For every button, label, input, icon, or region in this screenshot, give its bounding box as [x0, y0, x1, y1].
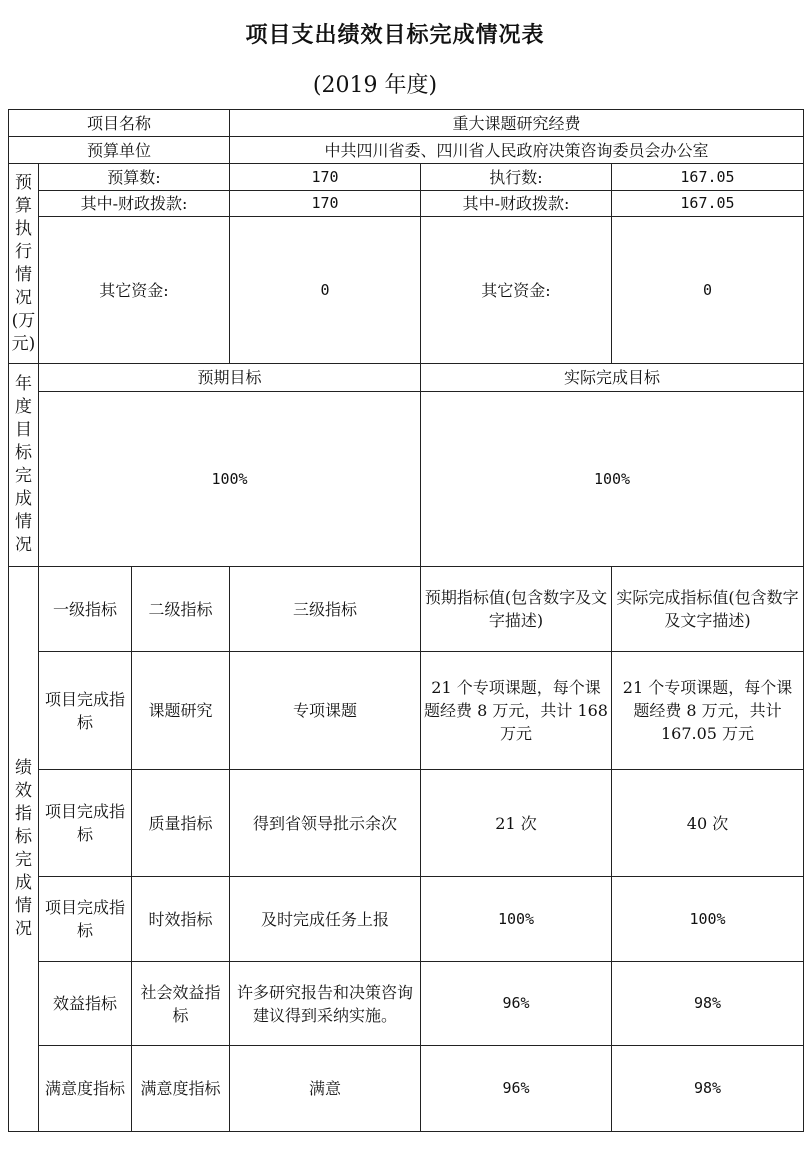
- table-row: [9, 164, 804, 191]
- table-row: [9, 877, 804, 962]
- other-funds-label-budget: 其它资金:: [39, 217, 230, 364]
- table-row: [9, 110, 804, 137]
- level3-cell: 专项课题: [230, 652, 421, 770]
- expected-cell: 96%: [421, 1046, 612, 1132]
- level1-cell: 项目完成指标: [39, 770, 132, 877]
- level2-cell: 课题研究: [132, 652, 230, 770]
- actual-cell: 40 次: [612, 770, 804, 877]
- performance-table: [8, 109, 804, 1132]
- level2-cell: 时效指标: [132, 877, 230, 962]
- level2-cell: 社会效益指标: [132, 962, 230, 1046]
- actual-cell: 98%: [612, 1046, 804, 1132]
- actual-cell: 100%: [612, 877, 804, 962]
- other-funds-label-exec: 其它资金:: [421, 217, 612, 364]
- table-row: [9, 217, 804, 364]
- expected-target-value: 100%: [39, 392, 421, 567]
- fiscal-label-exec: 其中-财政拨款:: [421, 191, 612, 217]
- project-name-value: 重大课题研究经费: [230, 110, 804, 137]
- fiscal-label-budget: 其中-财政拨款:: [39, 191, 230, 217]
- level1-cell: 项目完成指标: [39, 652, 132, 770]
- table-row: [9, 652, 804, 770]
- header-actual: 实际完成指标值(包含数字及文字描述): [612, 567, 804, 652]
- other-funds-value-exec: 0: [612, 217, 804, 364]
- level2-cell: 质量指标: [132, 770, 230, 877]
- header-expected: 预期指标值(包含数字及文字描述): [421, 567, 612, 652]
- expected-target-header: 预期目标: [39, 364, 421, 392]
- level2-cell: 满意度指标: [132, 1046, 230, 1132]
- exec-amount-label: 执行数:: [421, 164, 612, 191]
- table-row: [9, 1046, 804, 1132]
- budget-amount-label: 预算数:: [39, 164, 230, 191]
- fiscal-value-exec: 167.05: [612, 191, 804, 217]
- budget-section-label: 预算执行情况(万元): [9, 164, 39, 364]
- level3-cell: 满意: [230, 1046, 421, 1132]
- header-level2: 二级指标: [132, 567, 230, 652]
- page-subtitle: (2019 年度): [312, 73, 438, 98]
- project-name-label: 项目名称: [9, 110, 230, 137]
- perf-section-label: 绩效指标完成情况: [9, 567, 39, 1132]
- expected-cell: 21 个专项课题，每个课题经费 8 万元，共计 168 万元: [421, 652, 612, 770]
- expected-cell: 100%: [421, 877, 612, 962]
- table-row: [9, 137, 804, 164]
- level3-cell: 及时完成任务上报: [230, 877, 421, 962]
- table-row: [9, 962, 804, 1046]
- level3-cell: 许多研究报告和决策咨询建议得到采纳实施。: [230, 962, 421, 1046]
- header-level3: 三级指标: [230, 567, 421, 652]
- table-row: [9, 770, 804, 877]
- level1-cell: 项目完成指标: [39, 877, 132, 962]
- other-funds-value-budget: 0: [230, 217, 421, 364]
- annual-section-label: 年度目标完成情况: [9, 364, 39, 567]
- header-level1: 一级指标: [39, 567, 132, 652]
- actual-cell: 21 个专项课题，每个课题经费 8 万元，共计 167.05 万元: [612, 652, 804, 770]
- level1-cell: 效益指标: [39, 962, 132, 1046]
- actual-target-header: 实际完成目标: [421, 364, 804, 392]
- page-title: 项目支出绩效目标完成情况表: [245, 23, 545, 48]
- fiscal-value-budget: 170: [230, 191, 421, 217]
- exec-amount-value: 167.05: [612, 164, 804, 191]
- actual-target-value: 100%: [421, 392, 804, 567]
- level1-cell: 满意度指标: [39, 1046, 132, 1132]
- expected-cell: 21 次: [421, 770, 612, 877]
- budget-unit-label: 预算单位: [9, 137, 230, 164]
- expected-cell: 96%: [421, 962, 612, 1046]
- table-row: [9, 364, 804, 392]
- actual-cell: 98%: [612, 962, 804, 1046]
- table-row: [9, 392, 804, 567]
- table-row: [9, 191, 804, 217]
- budget-unit-value: 中共四川省委、四川省人民政府决策咨询委员会办公室: [230, 137, 804, 164]
- budget-amount-value: 170: [230, 164, 421, 191]
- level3-cell: 得到省领导批示余次: [230, 770, 421, 877]
- table-row: [9, 567, 804, 652]
